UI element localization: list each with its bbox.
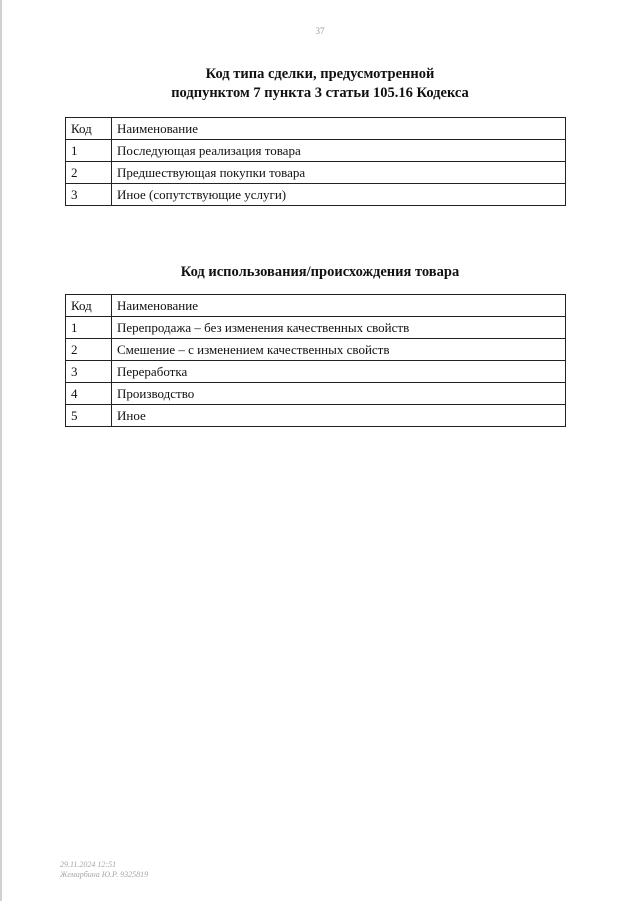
row-code: 4 [66, 383, 112, 405]
table-row [66, 317, 566, 339]
section2-title: Код использования/происхождения товара [180, 264, 460, 280]
row-code: 5 [66, 405, 112, 427]
table-row [66, 162, 566, 184]
section1-title [0, 65, 640, 103]
table-row [66, 405, 566, 427]
stamp-signer: Жемарбина Ю.Р. 9325819 [60, 870, 149, 879]
signature-stamp [60, 860, 148, 880]
row-code: 3 [66, 184, 112, 206]
header-name: Наименование [112, 295, 566, 317]
row-name: Перепродажа – без изменения качественных свойств [112, 317, 566, 339]
section1-title-line1: Код типа сделки, предусмотренной [205, 66, 435, 82]
table-row [66, 184, 566, 206]
table-row [66, 339, 566, 361]
section1-title-line2: подпунктом 7 пункта 3 статьи 105.16 Кодекса [171, 85, 469, 101]
stamp-datetime: 29.11.2024 12:51 [60, 860, 117, 869]
row-name: Иное (сопутствующие услуги) [112, 184, 566, 206]
row-name: Предшествующая покупки товара [112, 162, 566, 184]
page-edge [0, 0, 2, 901]
page-number: 37 [315, 26, 325, 36]
table-row [66, 140, 566, 162]
goods-origin-table [65, 294, 566, 427]
row-name: Последующая реализация товара [112, 140, 566, 162]
header-code: Код [66, 295, 112, 317]
table-header-row [66, 295, 566, 317]
table-row [66, 383, 566, 405]
deal-type-table [65, 117, 566, 206]
row-code: 2 [66, 162, 112, 184]
row-code: 3 [66, 361, 112, 383]
table-header-row [66, 118, 566, 140]
row-code: 1 [66, 140, 112, 162]
header-name: Наименование [112, 118, 566, 140]
row-name: Смешение – с изменением качественных свойств [112, 339, 566, 361]
table-row [66, 361, 566, 383]
row-name: Иное [112, 405, 566, 427]
header-code: Код [66, 118, 112, 140]
row-code: 2 [66, 339, 112, 361]
row-name: Переработка [112, 361, 566, 383]
row-name: Производство [112, 383, 566, 405]
row-code: 1 [66, 317, 112, 339]
